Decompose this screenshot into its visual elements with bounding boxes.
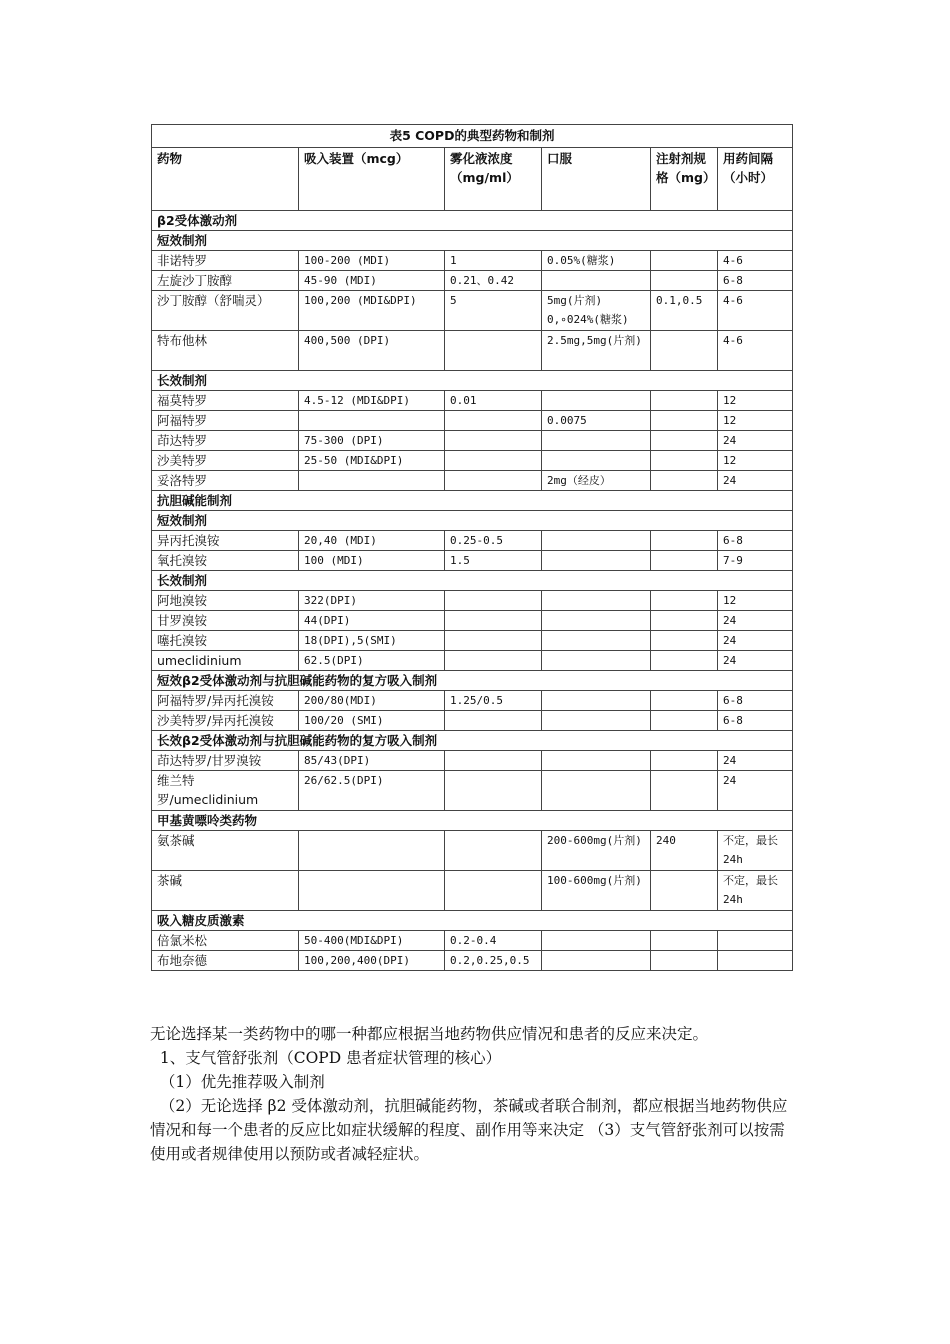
inhaler-cell: 4.5-12 (MDI&DPI) bbox=[299, 391, 445, 411]
section-row bbox=[152, 371, 793, 391]
table-row bbox=[152, 691, 793, 711]
table-row bbox=[152, 411, 793, 431]
oral-cell: 5mg(片剂) 0,∘024%(糖浆) bbox=[542, 291, 651, 331]
oral-cell bbox=[542, 631, 651, 651]
injection-cell bbox=[651, 751, 718, 771]
injection-cell bbox=[651, 551, 718, 571]
interval-cell: 24 bbox=[718, 631, 793, 651]
section-label: 长效制剂 bbox=[152, 571, 793, 591]
section-label: β2受体激动剂 bbox=[152, 211, 793, 231]
table-row bbox=[152, 471, 793, 491]
nebulizer-cell: 0.2-0.4 bbox=[445, 931, 542, 951]
nebulizer-cell: 0.21、0.42 bbox=[445, 271, 542, 291]
oral-cell: 100-600mg(片剂) bbox=[542, 871, 651, 911]
oral-cell bbox=[542, 931, 651, 951]
drug-cell: 茚达特罗 bbox=[152, 431, 299, 451]
drug-cell: 异丙托溴铵 bbox=[152, 531, 299, 551]
drug-cell: 沙美特罗 bbox=[152, 451, 299, 471]
injection-cell bbox=[651, 531, 718, 551]
injection-cell bbox=[651, 471, 718, 491]
section-row bbox=[152, 911, 793, 931]
oral-cell: 200-600mg(片剂) bbox=[542, 831, 651, 871]
injection-cell bbox=[651, 951, 718, 971]
table-row bbox=[152, 331, 793, 371]
oral-cell bbox=[542, 431, 651, 451]
table-row bbox=[152, 291, 793, 331]
header-inhaler: 吸入装置（mcg） bbox=[299, 148, 445, 211]
injection-cell bbox=[651, 871, 718, 911]
injection-cell bbox=[651, 691, 718, 711]
inhaler-cell: 18(DPI),5(SMI) bbox=[299, 631, 445, 651]
section-label: 短效制剂 bbox=[152, 231, 793, 251]
nebulizer-cell: 1.25/0.5 bbox=[445, 691, 542, 711]
inhaler-cell: 100 (MDI) bbox=[299, 551, 445, 571]
interval-cell: 4-6 bbox=[718, 251, 793, 271]
nebulizer-cell bbox=[445, 471, 542, 491]
section-label: 长效β2受体激动剂与抗胆碱能药物的复方吸入制剂 bbox=[152, 731, 793, 751]
drug-cell: 沙美特罗/异丙托溴铵 bbox=[152, 711, 299, 731]
injection-cell bbox=[651, 391, 718, 411]
oral-cell bbox=[542, 591, 651, 611]
table-row bbox=[152, 771, 793, 811]
inhaler-cell: 20,40 (MDI) bbox=[299, 531, 445, 551]
inhaler-cell: 200/80(MDI) bbox=[299, 691, 445, 711]
injection-cell bbox=[651, 411, 718, 431]
nebulizer-cell: 0.25-0.5 bbox=[445, 531, 542, 551]
injection-cell bbox=[651, 651, 718, 671]
oral-cell bbox=[542, 551, 651, 571]
nebulizer-cell bbox=[445, 611, 542, 631]
section-row bbox=[152, 731, 793, 751]
section-label: 吸入糖皮质激素 bbox=[152, 911, 793, 931]
inhaler-cell bbox=[299, 871, 445, 911]
inhaler-cell: 25-50 (MDI&DPI) bbox=[299, 451, 445, 471]
injection-cell bbox=[651, 591, 718, 611]
oral-cell bbox=[542, 771, 651, 811]
interval-cell: 24 bbox=[718, 431, 793, 451]
table-row bbox=[152, 871, 793, 911]
oral-cell bbox=[542, 531, 651, 551]
drug-cell: 维兰特罗/umeclidinium bbox=[152, 771, 299, 811]
inhaler-cell: 62.5(DPI) bbox=[299, 651, 445, 671]
nebulizer-cell bbox=[445, 331, 542, 371]
injection-cell bbox=[651, 611, 718, 631]
interval-cell: 4-6 bbox=[718, 291, 793, 331]
paragraph: 无论选择某一类药物中的哪一种都应根据当地药物供应情况和患者的反应来决定。 bbox=[150, 1025, 709, 1043]
header-injection: 注射剂规格（mg） bbox=[651, 148, 718, 211]
header-drug: 药物 bbox=[152, 148, 299, 211]
drug-cell: umeclidinium bbox=[152, 651, 299, 671]
drug-cell: 布地奈德 bbox=[152, 951, 299, 971]
table-row bbox=[152, 391, 793, 411]
oral-cell bbox=[542, 711, 651, 731]
injection-cell bbox=[651, 771, 718, 811]
nebulizer-cell: 1.5 bbox=[445, 551, 542, 571]
oral-cell: 0.0075 bbox=[542, 411, 651, 431]
interval-cell: 24 bbox=[718, 471, 793, 491]
oral-cell: 0.05%(糖浆) bbox=[542, 251, 651, 271]
nebulizer-cell bbox=[445, 831, 542, 871]
nebulizer-cell: 5 bbox=[445, 291, 542, 331]
nebulizer-cell bbox=[445, 591, 542, 611]
table-title-row bbox=[152, 125, 793, 148]
table-row bbox=[152, 651, 793, 671]
injection-cell bbox=[651, 631, 718, 651]
injection-cell: 0.1,0.5 bbox=[651, 291, 718, 331]
section-row bbox=[152, 231, 793, 251]
interval-cell: 24 bbox=[718, 611, 793, 631]
oral-cell bbox=[542, 451, 651, 471]
drug-cell: 非诺特罗 bbox=[152, 251, 299, 271]
paragraph: （1）优先推荐吸入制剂 bbox=[150, 1073, 325, 1091]
nebulizer-cell bbox=[445, 751, 542, 771]
oral-cell: 2mg（经皮） bbox=[542, 471, 651, 491]
interval-cell: 不定，最长24h bbox=[718, 871, 793, 911]
section-row bbox=[152, 491, 793, 511]
section-row bbox=[152, 511, 793, 531]
nebulizer-cell bbox=[445, 411, 542, 431]
drug-cell: 氨茶碱 bbox=[152, 831, 299, 871]
inhaler-cell: 100-200 (MDI) bbox=[299, 251, 445, 271]
inhaler-cell: 44(DPI) bbox=[299, 611, 445, 631]
drug-cell: 左旋沙丁胺醇 bbox=[152, 271, 299, 291]
section-row bbox=[152, 671, 793, 691]
drug-cell: 妥洛特罗 bbox=[152, 471, 299, 491]
inhaler-cell: 100,200 (MDI&DPI) bbox=[299, 291, 445, 331]
inhaler-cell: 75-300 (DPI) bbox=[299, 431, 445, 451]
section-row bbox=[152, 571, 793, 591]
interval-cell: 12 bbox=[718, 391, 793, 411]
drug-cell: 茚达特罗/甘罗溴铵 bbox=[152, 751, 299, 771]
injection-cell bbox=[651, 271, 718, 291]
header-nebulizer: 雾化液浓度（mg/ml） bbox=[445, 148, 542, 211]
table-row bbox=[152, 751, 793, 771]
section-row bbox=[152, 811, 793, 831]
injection-cell bbox=[651, 451, 718, 471]
injection-cell: 240 bbox=[651, 831, 718, 871]
interval-cell: 6-8 bbox=[718, 531, 793, 551]
table-row bbox=[152, 431, 793, 451]
drug-cell: 阿地溴铵 bbox=[152, 591, 299, 611]
interval-cell: 7-9 bbox=[718, 551, 793, 571]
table-row bbox=[152, 591, 793, 611]
drug-cell: 甘罗溴铵 bbox=[152, 611, 299, 631]
nebulizer-cell: 0.2,0.25,0.5 bbox=[445, 951, 542, 971]
table-row bbox=[152, 951, 793, 971]
table-row bbox=[152, 451, 793, 471]
injection-cell bbox=[651, 431, 718, 451]
injection-cell bbox=[651, 331, 718, 371]
table-row bbox=[152, 711, 793, 731]
drug-cell: 沙丁胺醇（舒喘灵） bbox=[152, 291, 299, 331]
table-row bbox=[152, 611, 793, 631]
oral-cell bbox=[542, 651, 651, 671]
interval-cell: 4-6 bbox=[718, 331, 793, 371]
inhaler-cell bbox=[299, 411, 445, 431]
drug-cell: 阿福特罗 bbox=[152, 411, 299, 431]
section-label: 短效制剂 bbox=[152, 511, 793, 531]
interval-cell: 12 bbox=[718, 591, 793, 611]
header-oral: 口服 bbox=[542, 148, 651, 211]
section-label: 甲基黄嘌呤类药物 bbox=[152, 811, 793, 831]
drug-cell: 倍氯米松 bbox=[152, 931, 299, 951]
oral-cell bbox=[542, 611, 651, 631]
nebulizer-cell bbox=[445, 631, 542, 651]
interval-cell: 6-8 bbox=[718, 711, 793, 731]
interval-cell: 24 bbox=[718, 751, 793, 771]
interval-cell: 6-8 bbox=[718, 691, 793, 711]
table-title: 表5 COPD的典型药物和制剂 bbox=[152, 125, 793, 148]
interval-cell bbox=[718, 951, 793, 971]
drug-table-body bbox=[152, 125, 793, 971]
table-row bbox=[152, 271, 793, 291]
inhaler-cell: 100/20 (SMI) bbox=[299, 711, 445, 731]
oral-cell bbox=[542, 751, 651, 771]
inhaler-cell bbox=[299, 471, 445, 491]
drug-cell: 阿福特罗/异丙托溴铵 bbox=[152, 691, 299, 711]
drug-cell: 氧托溴铵 bbox=[152, 551, 299, 571]
header-interval: 用药间隔（小时） bbox=[718, 148, 793, 211]
inhaler-cell bbox=[299, 831, 445, 871]
interval-cell bbox=[718, 931, 793, 951]
table-row bbox=[152, 531, 793, 551]
drug-cell: 茶碱 bbox=[152, 871, 299, 911]
drug-cell: 福莫特罗 bbox=[152, 391, 299, 411]
injection-cell bbox=[651, 251, 718, 271]
drug-table bbox=[151, 124, 793, 971]
injection-cell bbox=[651, 931, 718, 951]
oral-cell: 2.5mg,5mg(片剂) bbox=[542, 331, 651, 371]
table-row bbox=[152, 551, 793, 571]
oral-cell bbox=[542, 951, 651, 971]
table-row bbox=[152, 251, 793, 271]
inhaler-cell: 50-400(MDI&DPI) bbox=[299, 931, 445, 951]
body-text bbox=[150, 1022, 800, 1166]
paragraph: （2）无论选择 β2 受体激动剂，抗胆碱能药物，茶碱或者联合制剂，都应根据当地药物供应情况和每一个患者的反应比如症状缓解的程度、副作用等来决定 （3）支气管舒张剂可以按需使用或者规律使用以预防或者减轻症状。 bbox=[150, 1097, 788, 1163]
nebulizer-cell bbox=[445, 651, 542, 671]
interval-cell: 12 bbox=[718, 451, 793, 471]
interval-cell: 24 bbox=[718, 771, 793, 811]
oral-cell bbox=[542, 691, 651, 711]
table-row bbox=[152, 931, 793, 951]
nebulizer-cell bbox=[445, 451, 542, 471]
nebulizer-cell bbox=[445, 771, 542, 811]
injection-cell bbox=[651, 711, 718, 731]
interval-cell: 24 bbox=[718, 651, 793, 671]
interval-cell: 6-8 bbox=[718, 271, 793, 291]
inhaler-cell: 85/43(DPI) bbox=[299, 751, 445, 771]
oral-cell bbox=[542, 391, 651, 411]
table-row bbox=[152, 631, 793, 651]
inhaler-cell: 400,500 (DPI) bbox=[299, 331, 445, 371]
section-label: 长效制剂 bbox=[152, 371, 793, 391]
nebulizer-cell: 1 bbox=[445, 251, 542, 271]
oral-cell bbox=[542, 271, 651, 291]
table-row bbox=[152, 831, 793, 871]
table-header-row bbox=[152, 148, 793, 211]
inhaler-cell: 322(DPI) bbox=[299, 591, 445, 611]
section-row bbox=[152, 211, 793, 231]
nebulizer-cell: 0.01 bbox=[445, 391, 542, 411]
paragraph: 1、支气管舒张剂（COPD 患者症状管理的核心） bbox=[150, 1049, 502, 1067]
inhaler-cell: 26/62.5(DPI) bbox=[299, 771, 445, 811]
inhaler-cell: 45-90 (MDI) bbox=[299, 271, 445, 291]
section-label: 短效β2受体激动剂与抗胆碱能药物的复方吸入制剂 bbox=[152, 671, 793, 691]
interval-cell: 不定，最长24h bbox=[718, 831, 793, 871]
drug-cell: 噻托溴铵 bbox=[152, 631, 299, 651]
drug-cell: 特布他林 bbox=[152, 331, 299, 371]
interval-cell: 12 bbox=[718, 411, 793, 431]
nebulizer-cell bbox=[445, 431, 542, 451]
nebulizer-cell bbox=[445, 871, 542, 911]
section-label: 抗胆碱能制剂 bbox=[152, 491, 793, 511]
nebulizer-cell bbox=[445, 711, 542, 731]
inhaler-cell: 100,200,400(DPI) bbox=[299, 951, 445, 971]
